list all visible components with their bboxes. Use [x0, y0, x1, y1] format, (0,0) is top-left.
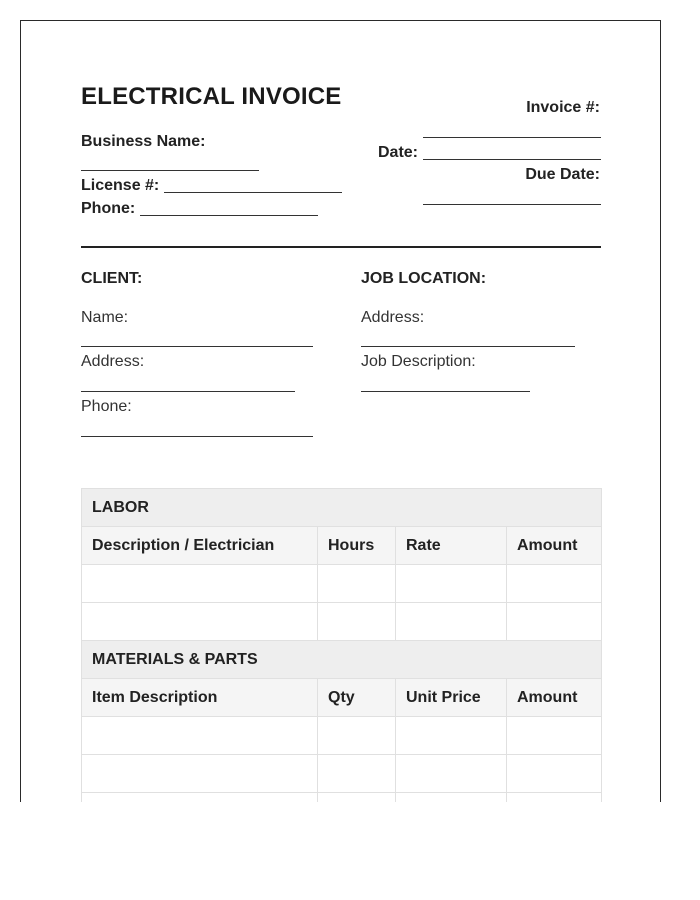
- materials-col-qty: Qty: [318, 679, 396, 717]
- labor-cell-rate[interactable]: [396, 565, 507, 603]
- materials-cell-item[interactable]: [82, 755, 318, 793]
- job-location-heading: JOB LOCATION:: [361, 270, 487, 287]
- materials-row: [82, 793, 602, 803]
- materials-cell-qty[interactable]: [318, 717, 396, 755]
- client-name-field[interactable]: [81, 346, 313, 347]
- materials-column-headers: [82, 679, 602, 717]
- license-field[interactable]: [164, 192, 342, 193]
- invoice-title: ELECTRICAL INVOICE: [81, 83, 342, 110]
- client-address-field[interactable]: [81, 391, 295, 392]
- invoice-page: [20, 20, 661, 802]
- client-phone-label: Phone:: [81, 398, 132, 415]
- labor-section-header: [82, 489, 602, 527]
- materials-cell-qty[interactable]: [318, 755, 396, 793]
- license-label: License #:: [81, 177, 160, 194]
- materials-cell-unit-price[interactable]: [396, 755, 507, 793]
- materials-cell-unit-price[interactable]: [396, 717, 507, 755]
- job-description-label: Job Description:: [361, 353, 476, 370]
- labor-cell-rate[interactable]: [396, 603, 507, 641]
- business-phone-field[interactable]: [140, 215, 318, 216]
- materials-cell-item[interactable]: [82, 717, 318, 755]
- materials-cell-unit-price[interactable]: [396, 793, 507, 803]
- labor-cell-amount[interactable]: [507, 603, 602, 641]
- materials-cell-qty[interactable]: [318, 793, 396, 803]
- labor-col-amount: Amount: [507, 527, 602, 565]
- labor-cell-description[interactable]: [82, 603, 318, 641]
- invoice-table: [81, 488, 602, 802]
- materials-cell-amount[interactable]: [507, 717, 602, 755]
- labor-cell-amount[interactable]: [507, 565, 602, 603]
- materials-col-unit-price: Unit Price: [396, 679, 507, 717]
- materials-section-header: [82, 641, 602, 679]
- labor-cell-hours[interactable]: [318, 603, 396, 641]
- materials-row: [82, 717, 602, 755]
- labor-cell-hours[interactable]: [318, 565, 396, 603]
- due-date-field[interactable]: [423, 204, 601, 205]
- invoice-number-label: Invoice #:: [526, 99, 600, 116]
- materials-cell-item[interactable]: [82, 793, 318, 803]
- labor-col-rate: Rate: [396, 527, 507, 565]
- business-phone-label: Phone:: [81, 200, 136, 217]
- labor-col-hours: Hours: [318, 527, 396, 565]
- job-address-field[interactable]: [361, 346, 575, 347]
- labor-cell-description[interactable]: [82, 565, 318, 603]
- date-label: Date:: [378, 144, 419, 161]
- labor-col-description: Description / Electrician: [82, 527, 318, 565]
- invoice-number-field[interactable]: [423, 137, 601, 138]
- header-divider: [81, 246, 601, 248]
- due-date-label: Due Date:: [525, 166, 600, 183]
- client-heading: CLIENT:: [81, 270, 143, 287]
- client-address-label: Address:: [81, 353, 145, 370]
- labor-row: [82, 565, 602, 603]
- labor-column-headers: [82, 527, 602, 565]
- materials-cell-amount[interactable]: [507, 755, 602, 793]
- date-field[interactable]: [423, 159, 601, 160]
- business-name-field[interactable]: [81, 170, 259, 171]
- materials-cell-amount[interactable]: [507, 793, 602, 803]
- client-phone-field[interactable]: [81, 436, 313, 437]
- materials-col-amount: Amount: [507, 679, 602, 717]
- labor-row: [82, 603, 602, 641]
- job-description-field[interactable]: [361, 391, 530, 392]
- materials-col-item: Item Description: [82, 679, 318, 717]
- materials-row: [82, 755, 602, 793]
- job-address-label: Address:: [361, 309, 425, 326]
- business-name-label: Business Name:: [81, 133, 206, 150]
- client-name-label: Name:: [81, 309, 129, 326]
- materials-heading: MATERIALS & PARTS: [82, 641, 602, 679]
- labor-heading: LABOR: [82, 489, 602, 527]
